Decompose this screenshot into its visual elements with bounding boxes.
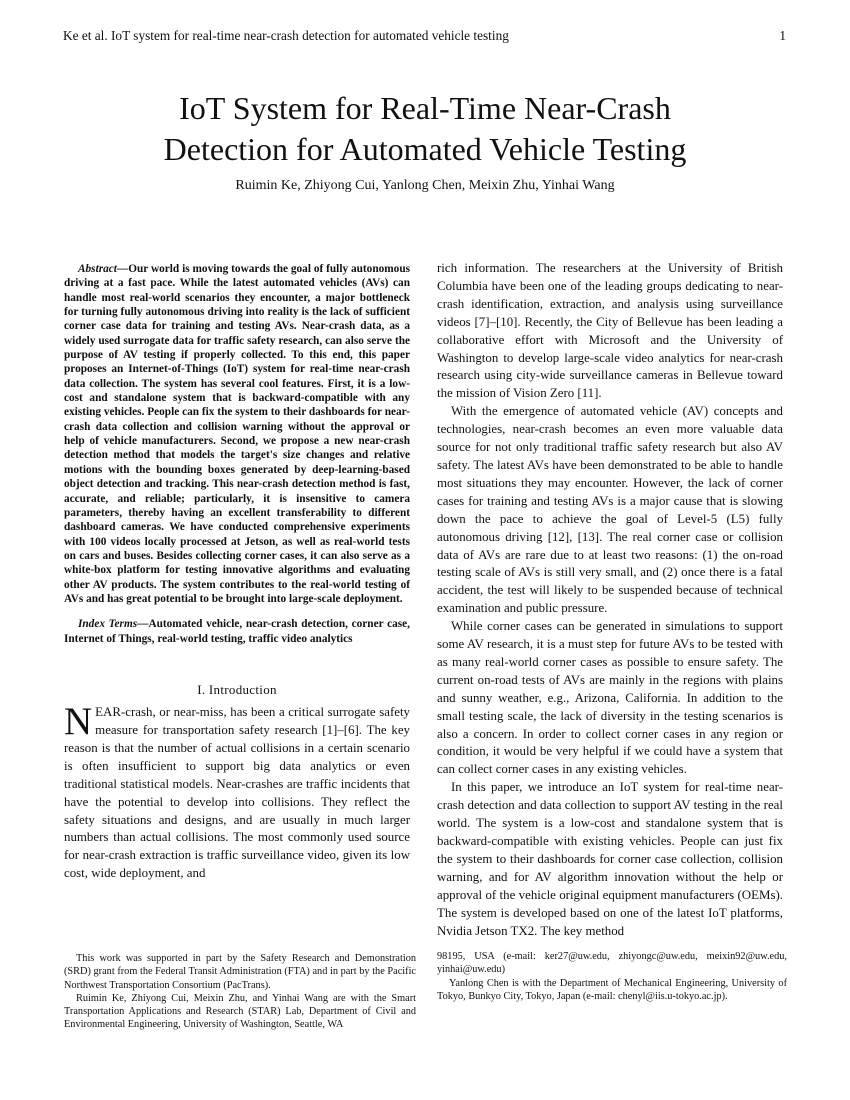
paper-title-line-1: IoT System for Real-Time Near-Crash (179, 90, 671, 126)
index-terms (64, 617, 410, 646)
intro-paragraph-1 (64, 700, 410, 883)
footnote-affiliation-1: Ruimin Ke, Zhiyong Cui, Meixin Zhu, and Yinhai Wang are with the Smart Transportation Applications and Research (STAR) Lab, Department of Civil and Environmental Engineering, University of Washington, Seattle, WA (64, 992, 416, 1031)
intro-paragraph-1-text: EAR-crash, or near-miss, has been a critical surrogate safety measure for transportation safety research [1]–[6]. The key reason is that the number of actual collisions in a certain scenario is often insufficient to support big data analytics or even traditional statistical models. Near-crashes are traffic incidents that have the potential to develop into collisions. They reflect the safety situations and designs, and are usually in much larger numbers than actual collisions. The most commonly used source for near-crash extraction is traffic surveillance video, given its low cost, wide deployment, and (64, 705, 410, 881)
author-list: Ruimin Ke, Zhiyong Cui, Yanlong Chen, Meixin Zhu, Yinhai Wang (235, 178, 615, 193)
page-number: 1 (779, 28, 786, 43)
abstract-text: —Our world is moving towards the goal of fully autonomous driving at a fast pace. While the latest automated vehicles (AVs) can handle most real-world scenarios they encounter, a major bottleneck for turning fully autonomous driving into reality is the lack of sufficient corner case data for training and testing AVs. Near-crash data, as a widely used surrogate data for traffic safety research, can also serve the purpose of AV testing if properly collected. To this end, this paper proposes an Internet-of-Things (IoT) system for real-time near-crash data collection. The system has several cool features. First, it is a low-cost and standalone system that is backward-compatible with any existing vehicles. People can fix the system to their dashboards for near-crash data collection and collision warning without the approval or help of vehicle manufacturers. Second, we propose a new near-crash detection method that models the target's size changes and relative motions with the bounding boxes generated by deep-learning-based object detection and tracking. This near-crash detection method is fast, accurate, and reliable; particularly, it is insensitive to camera parameters, thereby having an excellent transferability to different dashboard cameras. We have conducted comprehensive experiments with 100 videos locally processed at Jetson, as well as real-world tests on cars and buses. Besides collecting corner cases, it can also serve as a white-box platform for testing innovative algorithms and evaluating other AV products. The system contributes to the real-world testing of AVs and has great potential to be brought into large-scale deployment. (64, 263, 410, 605)
section-heading-introduction: I. Introduction (197, 681, 277, 697)
running-head (63, 28, 786, 44)
index-terms-label: Index Terms (78, 618, 138, 631)
left-column (64, 262, 410, 883)
abstract-label: Abstract (78, 263, 117, 275)
right-paragraph-4: In this paper, we introduce an IoT system for real-time near-crash detection and data collection to support AV testing in the real world. The system is a low-cost and standalone system that is backward-compatible with existing vehicles. People can just fix the system to their dashboards for corner case collection, collision warning, and for AV algorithm innovation without the help or approval of the vehicle original equipment manufacturers (OEMs). The system is developed based on one of the latest IoT platforms, Nvidia Jetson TX2. The key method (437, 780, 783, 938)
footnote-left (64, 952, 416, 1032)
index-terms-text: —Automated vehicle, near-crash detection, corner case, Internet of Things, real-world testing, traffic video analytics (64, 618, 410, 645)
drop-cap: N (64, 700, 93, 744)
paper-title-line-2: Detection for Automated Vehicle Testing (163, 131, 687, 167)
footnote-affiliation-2: Yanlong Chen is with the Department of Mechanical Engineering, University of Tokyo, Bunkyo City, Tokyo, Japan (e-mail: chenyl@iis.u-tokyo.ac.jp). (437, 977, 787, 1002)
footnote-affiliation-1-cont: 98195, USA (e-mail: ker27@uw.edu, zhiyongc@uw.edu, meixin92@uw.edu, yinhai@uw.edu) (437, 951, 787, 976)
running-head-title: Ke et al. IoT system for real-time near-crash detection for automated vehicle testing (63, 28, 509, 43)
footnote-right (437, 950, 787, 1003)
right-paragraph-1: rich information. The researchers at the University of British Columbia have been one of the leading groups dedicating to near-crash identification, extraction, and analysis using surveillance videos [7]–[10]. Recently, the City of Bellevue has been leading a collaborative effort with Microsoft and the University of Washington to develop large-scale video analytics for near-crash research using city-wide surveillance cameras in Bellevue toward the mission of Vision Zero [11]. (437, 261, 783, 401)
right-column (437, 260, 783, 940)
paper-title (0, 88, 850, 170)
footnote-funding: This work was supported in part by the Safety Research and Demonstration (SRD) grant from the Federal Transit Administration (FTA) and in part by the Pacific Northwest Transportation Consortium (PacTrans). (64, 953, 416, 991)
right-paragraph-3: While corner cases can be generated in simulations to support some AV research, it is a must step for future AVs to be tested with as many real-world corner cases as possible to ensure safety. The current on-road tests of AVs are mainly in the regions with plains and sunny weather, e.g., Arizona, California. In addition to the small testing scale, the lack of diversity in the testing scenarios is also a concern. In order to collect corner cases in any region or condition, it would be very helpful if we could have a system that can collect corner cases in any existing vehicles. (437, 619, 783, 777)
right-paragraph-2: With the emergence of automated vehicle (AV) concepts and technologies, near-crash becomes an even more valuable data source for not only traditional traffic safety research but also AV safety. The latest AVs have been demonstrated to be able to handle most situations they may encounter. However, the lack of corner cases for training and testing AVs is a major cause that is slowing down the pace to achieve the goal of Level-5 (L5) fully autonomous driving [12], [13]. The real corner case or collision data of AVs are rare due to at least two reasons: (1) the on-road testing scale of AVs is still very small, and (2) once there is a fatal accident, the test will likely to be suspended because of technical examination and public pressure. (437, 404, 783, 616)
abstract (64, 262, 410, 606)
